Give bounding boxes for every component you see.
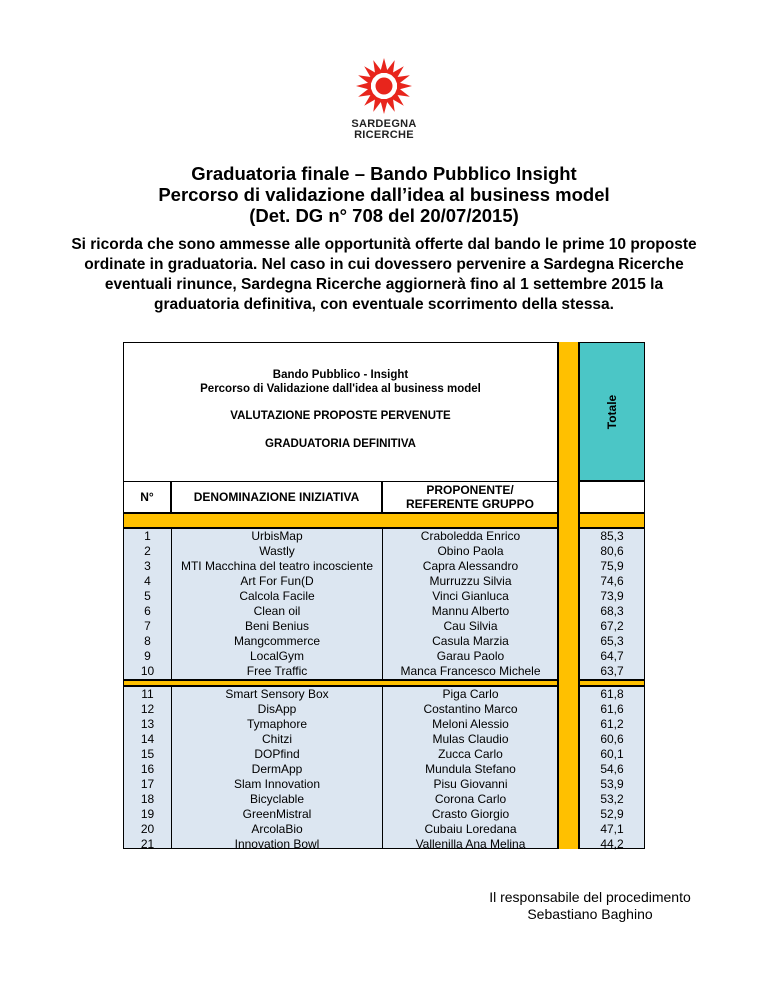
group1-rows: [123, 528, 558, 680]
col-header-referent: [382, 481, 558, 513]
total-label: Totale: [605, 394, 619, 429]
row-initiative-name: DOPfind: [254, 747, 300, 761]
col-header-name: DENOMINAZIONE INIZIATIVA: [171, 481, 382, 513]
row-initiative-name: Smart Sensory Box: [225, 687, 329, 701]
col-header-number: N°: [123, 481, 171, 513]
row-number: 16: [140, 762, 155, 776]
row-total: 61,8: [600, 687, 624, 701]
row-referent: Casula Marzia: [432, 634, 509, 648]
title-line-2: Percorso di validazione dall’idea al business model: [158, 184, 610, 205]
row-initiative-name: MTI Macchina del teatro incosciente: [180, 559, 374, 573]
row-referent: Piga Carlo: [442, 687, 499, 701]
row-referent: Mannu Alberto: [431, 604, 510, 618]
row-referent: Garau Paolo: [436, 649, 505, 663]
row-total: 60,1: [600, 747, 624, 761]
row-referent: Costantino Marco: [423, 702, 518, 716]
row-initiative-name: Free Traffic: [246, 664, 308, 678]
row-initiative-name: DisApp: [257, 702, 297, 716]
row-referent: Meloni Alessio: [432, 717, 509, 731]
orange-band-1: [123, 513, 558, 528]
row-initiative-name: ArcolaBio: [251, 822, 303, 836]
sun-logo-icon: [355, 57, 413, 115]
notice-line-2: ordinate in graduatoria. Nel caso in cui dovessero pervenire a Sardegna Ricerche: [84, 256, 684, 273]
row-total: 68,3: [600, 604, 624, 618]
row-initiative-name: DermApp: [251, 762, 303, 776]
row-referent: Craboledda Enrico: [420, 529, 521, 543]
row-total: 80,6: [600, 544, 624, 558]
row-initiative-name: Innovation Bowl: [234, 837, 320, 851]
row-referent: Pisu Giovanni: [433, 777, 508, 791]
row-number: 21: [140, 837, 155, 851]
row-initiative-name: Bicyclable: [249, 792, 305, 806]
notice-line-1: Si ricorda che sono ammesse alle opportunità offerte dal bando le prime 10 proposte: [71, 236, 697, 253]
row-referent: Zucca Carlo: [438, 747, 503, 761]
signature-name: Sebastiano Baghino: [527, 906, 653, 922]
row-number: 19: [140, 807, 155, 821]
row-number: 2: [144, 544, 151, 558]
row-referent: Cubaiu Loredana: [424, 822, 517, 836]
row-initiative-name: Calcola Facile: [239, 589, 315, 603]
page-title: [0, 163, 768, 226]
row-number: 18: [140, 792, 155, 806]
row-number: 4: [144, 574, 151, 588]
row-initiative-name: Clean oil: [253, 604, 301, 618]
signature-block: [440, 889, 740, 923]
header-line-1: Bando Pubblico - Insight: [272, 369, 409, 381]
row-total: 67,2: [600, 619, 624, 633]
row-total: 44,2: [600, 837, 624, 851]
row-referent: Vinci Gianluca: [432, 589, 509, 603]
group2-rows: [123, 686, 558, 849]
row-total: 53,9: [600, 777, 624, 791]
row-number: 10: [140, 664, 155, 678]
row-referent: Cau Silvia: [443, 619, 498, 633]
row-initiative-name: UrbisMap: [251, 529, 303, 543]
row-number: 7: [144, 619, 151, 633]
row-number: 20: [140, 822, 155, 836]
row-initiative-name: Art For Fun(D: [240, 574, 314, 588]
row-number: 15: [140, 747, 155, 761]
row-initiative-name: Wastly: [259, 544, 295, 558]
row-number: 9: [144, 649, 151, 663]
row-total: 61,2: [600, 717, 624, 731]
row-referent: Corona Carlo: [434, 792, 507, 806]
row-initiative-name: Tymaphore: [246, 717, 308, 731]
row-referent: Murruzzu Silvia: [429, 574, 512, 588]
header-line-2: Percorso di Validazione dall'idea al business model: [200, 383, 481, 395]
orange-spacer-column: [558, 342, 579, 849]
row-number: 5: [144, 589, 151, 603]
row-number: 17: [140, 777, 155, 791]
row-referent: Mundula Stefano: [425, 762, 516, 776]
row-total: 60,6: [600, 732, 624, 746]
logo-text-line2: RICERCHE: [354, 129, 414, 141]
row-referent: Vallenilla Ana Melina: [415, 837, 526, 851]
row-number: 11: [141, 687, 154, 701]
header-line-3: VALUTAZIONE PROPOSTE PERVENUTE: [230, 410, 451, 422]
row-number: 13: [140, 717, 155, 731]
row-total: 53,2: [600, 792, 624, 806]
row-number: 14: [140, 732, 155, 746]
row-number: 3: [144, 559, 151, 573]
row-total: 75,9: [600, 559, 624, 573]
header-line-4: GRADUATORIA DEFINITIVA: [265, 438, 416, 450]
row-number: 1: [144, 529, 151, 543]
row-initiative-name: Mangcommerce: [233, 634, 321, 648]
row-total: 54,6: [600, 762, 624, 776]
row-initiative-name: Beni Benius: [244, 619, 310, 633]
signature-role: Il responsabile del procedimento: [489, 889, 691, 905]
row-total: 65,3: [600, 634, 624, 648]
row-total: 73,9: [600, 589, 624, 603]
total-header: [579, 342, 645, 481]
row-total: 47,1: [600, 822, 624, 836]
row-total: 85,3: [600, 529, 624, 543]
row-total: 52,9: [600, 807, 624, 821]
col-header-referent-line1: PROPONENTE/: [426, 483, 514, 497]
notice-line-3: eventuali rinunce, Sardegna Ricerche aggiornerà fino al 1 settembre 2015 la: [104, 276, 664, 293]
group2-totals: [579, 686, 645, 849]
row-referent: Capra Alessandro: [422, 559, 519, 573]
row-total: 61,6: [600, 702, 624, 716]
row-number: 8: [144, 634, 151, 648]
col-header-referent-line2: REFERENTE GRUPPO: [405, 497, 534, 511]
row-initiative-name: GreenMistral: [242, 807, 312, 821]
group1-totals: [579, 528, 645, 680]
sardegna-ricerche-logo: [340, 57, 428, 177]
logo-text-line1: SARDEGNA: [351, 118, 417, 130]
row-initiative-name: Chitzi: [261, 732, 292, 746]
col-header-total-blank: [579, 481, 645, 513]
row-total: 74,6: [600, 574, 624, 588]
row-referent: Manca Francesco Michele: [400, 664, 541, 678]
title-line-1: Graduatoria finale – Bando Pubblico Insight: [191, 163, 577, 184]
title-line-3: (Det. DG n° 708 del 20/07/2015): [249, 205, 519, 226]
row-total: 64,7: [600, 649, 624, 663]
row-referent: Obino Paola: [437, 544, 504, 558]
row-number: 12: [140, 702, 155, 716]
orange-band-1-total: [579, 513, 645, 528]
row-referent: Mulas Claudio: [432, 732, 509, 746]
row-referent: Crasto Giorgio: [431, 807, 510, 821]
notice-line-4: graduatoria definitiva, con eventuale scorrimento della stessa.: [154, 296, 614, 313]
notice-paragraph: [60, 235, 708, 315]
row-number: 6: [144, 604, 151, 618]
row-initiative-name: LocalGym: [249, 649, 305, 663]
row-initiative-name: Slam Innovation: [233, 777, 321, 791]
row-total: 63,7: [600, 664, 624, 678]
